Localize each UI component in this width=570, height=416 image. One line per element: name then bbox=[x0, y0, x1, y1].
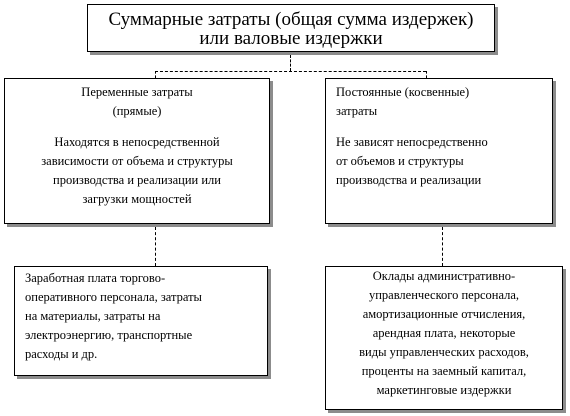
connector-variable-to-detail bbox=[155, 227, 156, 266]
variable-example-line-3: на материалы, затраты на bbox=[25, 309, 161, 323]
fixed-costs-examples-box bbox=[325, 266, 563, 410]
fixed-example-line-7: маркетинговые издержки bbox=[376, 383, 512, 397]
total-costs-line-2: или валовые издержки bbox=[199, 28, 383, 49]
fixed-costs-desc-1: Не зависят непосредственно bbox=[336, 135, 488, 149]
variable-costs-desc-3: производства и реализации или bbox=[53, 173, 221, 187]
fixed-example-line-2: управленческого персонала, bbox=[368, 288, 520, 302]
variable-costs-box bbox=[4, 78, 270, 224]
fixed-example-line-3: амортизационные отчисления, bbox=[362, 307, 526, 321]
fixed-costs-title-2: затраты bbox=[336, 104, 378, 118]
fixed-costs-title-1: Постоянные (косвенные) bbox=[336, 85, 470, 99]
total-costs-box bbox=[87, 4, 495, 52]
connector-to-fixed bbox=[426, 71, 427, 78]
fixed-example-line-5: виды управленческих расходов, bbox=[359, 345, 529, 359]
connector-to-variable bbox=[155, 71, 156, 78]
fixed-costs-desc-3: производства и реализации bbox=[336, 173, 482, 187]
total-costs-line-1: Суммарные затраты (общая сумма издержек) bbox=[108, 9, 474, 30]
variable-example-line-4: электроэнергию, транспортные bbox=[25, 328, 193, 342]
fixed-example-line-1: Оклады административно- bbox=[372, 269, 516, 283]
variable-costs-title-2: (прямые) bbox=[112, 104, 162, 118]
connector-top-stem bbox=[290, 55, 291, 71]
variable-costs-title-1: Переменные затраты bbox=[81, 85, 193, 99]
fixed-example-line-4: арендная плата, некоторые bbox=[372, 326, 516, 340]
variable-costs-desc-4: загрузки мощностей bbox=[82, 192, 192, 206]
variable-costs-examples-box bbox=[14, 266, 268, 376]
variable-example-line-2: оперативного персонала, затраты bbox=[25, 290, 202, 304]
variable-costs-desc-1: Находятся в непосредственной bbox=[54, 135, 220, 149]
fixed-costs-box bbox=[325, 78, 553, 224]
connector-fixed-to-detail bbox=[442, 227, 443, 266]
connector-horizontal bbox=[155, 71, 426, 72]
fixed-example-line-6: проценты на заемный капитал, bbox=[361, 364, 527, 378]
variable-costs-desc-2: зависимости от объема и структуры bbox=[41, 154, 233, 168]
variable-example-line-5: расходы и др. bbox=[25, 347, 98, 361]
fixed-costs-desc-2: от объемов и структуры bbox=[336, 154, 464, 168]
variable-example-line-1: Заработная плата торгово- bbox=[25, 271, 166, 285]
